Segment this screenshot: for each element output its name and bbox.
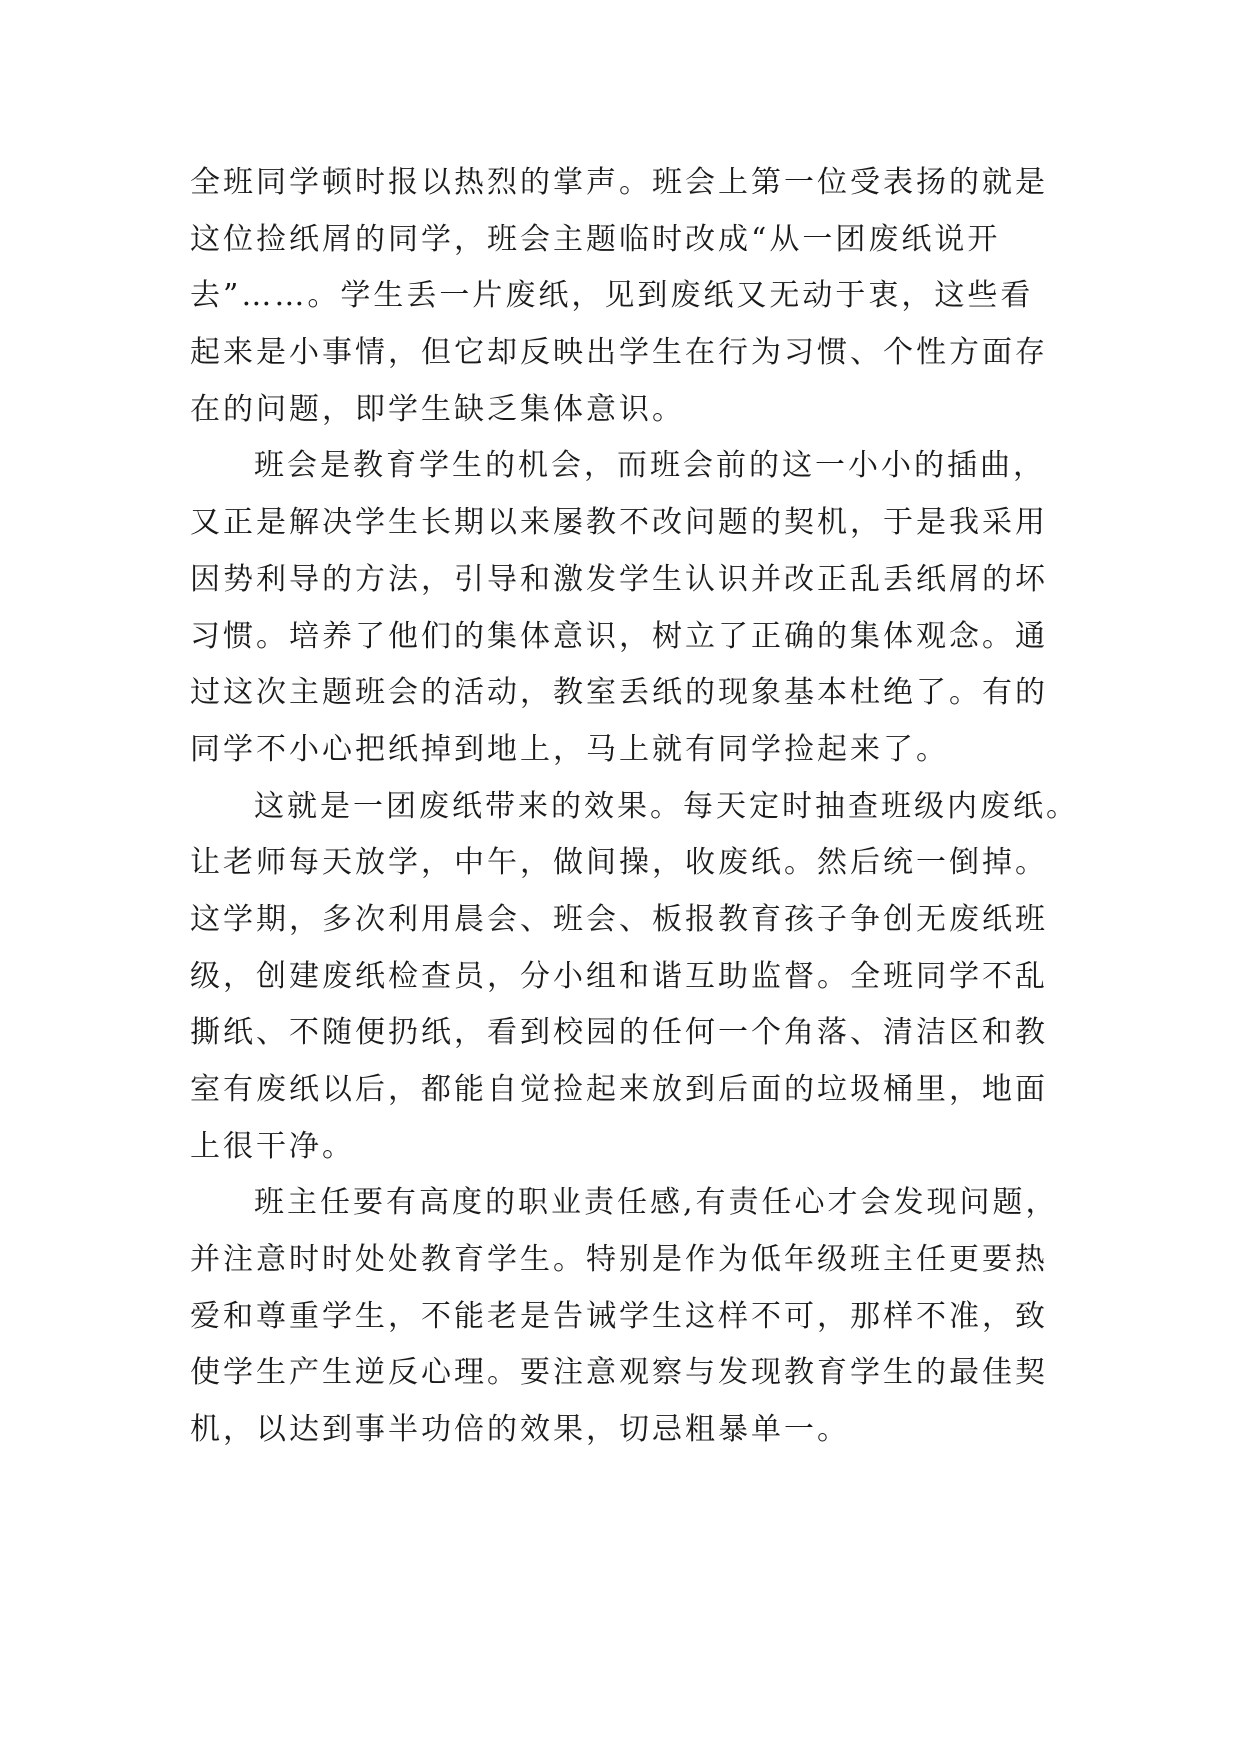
text-line: 这学期，多次利用晨会、班会、板报教育孩子争创无废纸班 [190, 901, 1048, 937]
text-line: 班会是教育学生的机会，而班会前的这一小小的插曲， [254, 448, 1046, 484]
text-line: 过这次主题班会的活动，教室丢纸的现象基本杜绝了。有的 [190, 675, 1048, 711]
paragraph-4 [190, 1175, 1059, 1458]
body-text [190, 155, 1079, 1459]
text-line: 习惯。培养了他们的集体意识，树立了正确的集体观念。通 [190, 618, 1048, 654]
text-line: 这位捡纸屑的同学，班会主题临时改成“从一团废纸说开 [190, 221, 1001, 257]
text-line: 这就是一团废纸带来的效果。每天定时抽查班级内废纸。 [254, 788, 1079, 824]
text-line: 起来是小事情，但它却反映出学生在行为习惯、个性方面存 [190, 335, 1048, 371]
text-line: 去”……。学生丢一片废纸，见到废纸又无动于衷，这些看 [190, 278, 1034, 314]
text-line: 撕纸、不随便扔纸，看到校园的任何一个角落、清洁区和教 [190, 1015, 1048, 1051]
text-line: 并注意时时处处教育学生。特别是作为低年级班主任更要热 [190, 1242, 1048, 1278]
text-line: 因势利导的方法，引导和激发学生认识并改正乱丢纸屑的坏 [190, 561, 1048, 597]
text-line: 上很干净。 [190, 1128, 355, 1164]
text-line: 机，以达到事半功倍的效果，切忌粗暴单一。 [190, 1412, 850, 1448]
text-line: 全班同学顿时报以热烈的掌声。班会上第一位受表扬的就是 [190, 165, 1048, 200]
paragraph-2 [190, 438, 1050, 778]
text-line: 同学不小心把纸掉到地上，马上就有同学捡起来了。 [190, 731, 949, 767]
text-line: 使学生产生逆反心理。要注意观察与发现教育学生的最佳契 [190, 1355, 1048, 1391]
paragraph-1 [190, 155, 1050, 438]
text-line: 班主任要有高度的职业责任感,有责任心才会发现问题， [254, 1185, 1059, 1221]
text-line: 在的问题，即学生缺乏集体意识。 [190, 391, 685, 427]
text-line: 室有废纸以后，都能自觉捡起来放到后面的垃圾桶里，地面 [190, 1072, 1048, 1107]
text-line: 让老师每天放学，中午，做间操，收废纸。然后统一倒掉。 [190, 845, 1048, 881]
text-line: 爱和尊重学生，不能老是告诫学生这样不可，那样不准，致 [190, 1298, 1048, 1334]
text-line: 又正是解决学生长期以来屡教不改问题的契机，于是我采用 [190, 505, 1048, 541]
paragraph-3 [190, 779, 1079, 1176]
text-line: 级，创建废纸检查员，分小组和谐互助监督。全班同学不乱 [190, 958, 1048, 994]
